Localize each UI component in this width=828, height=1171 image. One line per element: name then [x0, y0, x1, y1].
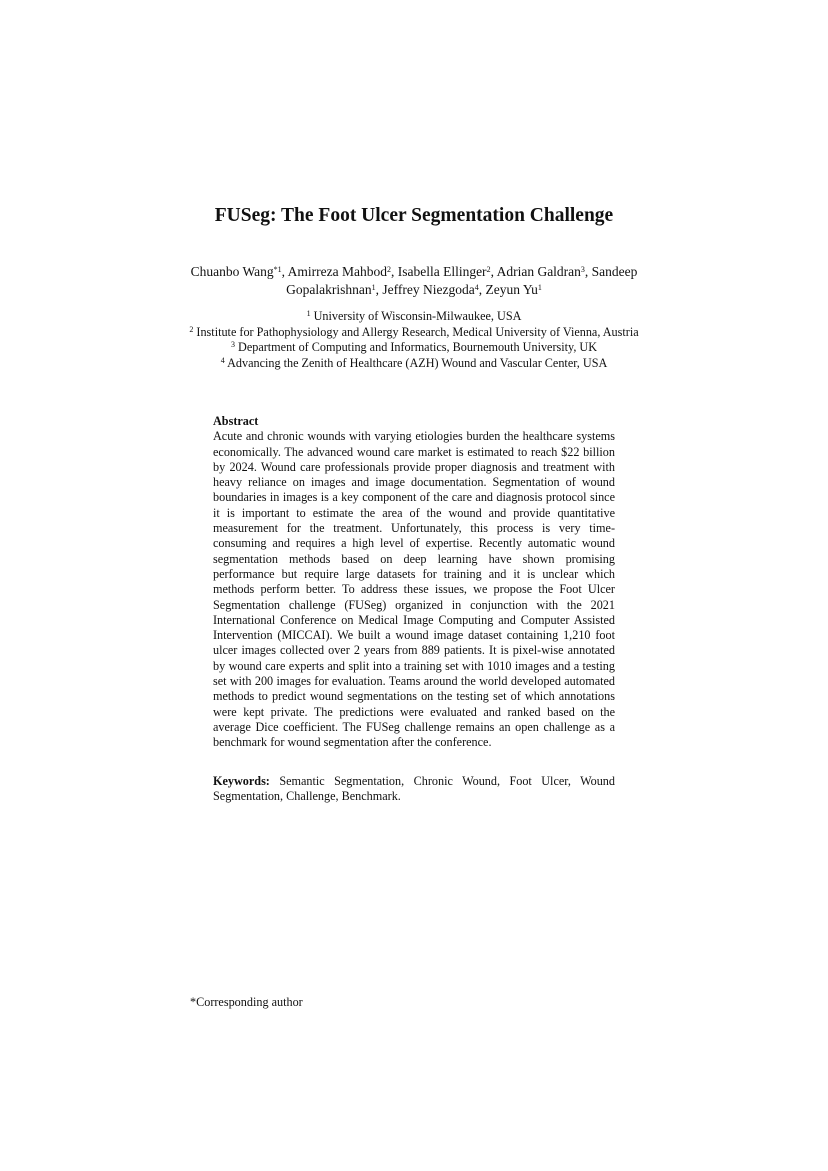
author-affiliation-mark: 1 — [371, 283, 376, 292]
author-name: Adrian Galdran — [496, 264, 581, 279]
affiliation-text: Department of Computing and Informatics, Bournemouth University, UK — [238, 340, 598, 355]
affiliation-number: 1 — [306, 309, 311, 318]
paper-title: FUSeg: The Foot Ulcer Segmentation Challenge — [214, 205, 614, 226]
affiliation — [150, 309, 678, 325]
author-affiliation-mark: 2 — [486, 265, 491, 274]
author-name: Jeffrey Niezgoda — [382, 282, 475, 297]
affiliation-text: Institute for Pathophysiology and Allergy Research, Medical University of Vienna, Austria — [196, 324, 639, 339]
author-name: Chuanbo Wang — [190, 264, 274, 279]
author — [485, 282, 541, 297]
author-separator: , — [390, 264, 398, 279]
abstract-text: Acute and chronic wounds with varying etiologies burden the healthcare systems economically. The advanced wound care market is estimated to reach $22 billion by 2024. Wound care professionals provide proper diagnosis and treatment with heavy reliance on images and image documentation. Segmentation of wound boundaries in images is a key component of the care and diagnosis protocol since it is important to estimate the area of the wound and provide quantitative measurement for the treatment. Unfortunately, this process is very time-consuming and requires a high level of expertise. Recently automatic wound segmentation methods based on deep learning have shown promising performance but require large datasets for training and it is unclear which methods perform better. To address these issues, we propose the Foot Ulcer Segmentation challenge (FUSeg) organized in conjunction with the 2021 International Conference on Medical Image Computing and Computer Assisted Intervention (MICCAI). We built a wound image dataset containing 1,210 foot ulcer images collected over 2 years from 889 patients. It is pixel-wise annotated by wound care experts and split into a training set with 1010 images and a testing set with 200 images for evaluation. Teams around the world developed automated methods to predict wound segmentations on the testing set of which annotations were kept private. The predictions were evaluated and ranked based on the average Dice coefficient. The FUSeg challenge remains an open challenge as a benchmark for wound segmentation after the conference. — [213, 429, 615, 750]
affiliation-number: 3 — [230, 340, 235, 350]
author-affiliation-mark: *1 — [273, 265, 282, 274]
author-separator: , — [281, 264, 288, 279]
author-affiliation-mark: 4 — [474, 283, 479, 292]
author-name: Amirreza Mahbod — [287, 264, 387, 279]
abstract-section — [213, 414, 615, 751]
affiliation — [150, 340, 678, 356]
keywords-label: Keywords: — [213, 774, 270, 788]
author-affiliation-mark: 1 — [537, 283, 542, 292]
author-separator: , — [584, 264, 592, 279]
author-name: Zeyun Yu — [485, 282, 538, 297]
affiliation-text: University of Wisconsin-Milwaukee, USA — [313, 309, 522, 323]
keywords-section — [213, 774, 615, 805]
affiliation-text: Advancing the Zenith of Healthcare (AZH) Wound and Vascular Center, USA — [227, 355, 608, 370]
author-affiliation-mark: 3 — [580, 265, 585, 274]
author — [288, 264, 398, 279]
author-separator: , — [478, 282, 486, 297]
author — [497, 264, 592, 279]
author — [382, 282, 485, 297]
author — [398, 264, 497, 279]
author-separator: , — [490, 264, 497, 279]
corresponding-author-footnote: *Corresponding author — [190, 995, 303, 1009]
affiliation-number: 4 — [220, 355, 225, 365]
author-separator: , — [375, 282, 383, 297]
affiliation — [150, 325, 678, 341]
affiliation-list — [150, 309, 678, 371]
affiliation-number: 2 — [189, 324, 194, 334]
affiliation — [150, 356, 678, 372]
author-list — [170, 263, 658, 299]
author-name: Isabella Ellinger — [397, 264, 487, 279]
keywords-text: Semantic Segmentation, Chronic Wound, Foot Ulcer, Wound Segmentation, Challenge, Benchmark. — [213, 774, 615, 804]
author-affiliation-mark: 2 — [386, 265, 391, 274]
abstract-heading: Abstract — [213, 414, 259, 428]
author — [191, 264, 288, 279]
author-name: Sandeep Gopalakrishnan — [286, 264, 638, 297]
